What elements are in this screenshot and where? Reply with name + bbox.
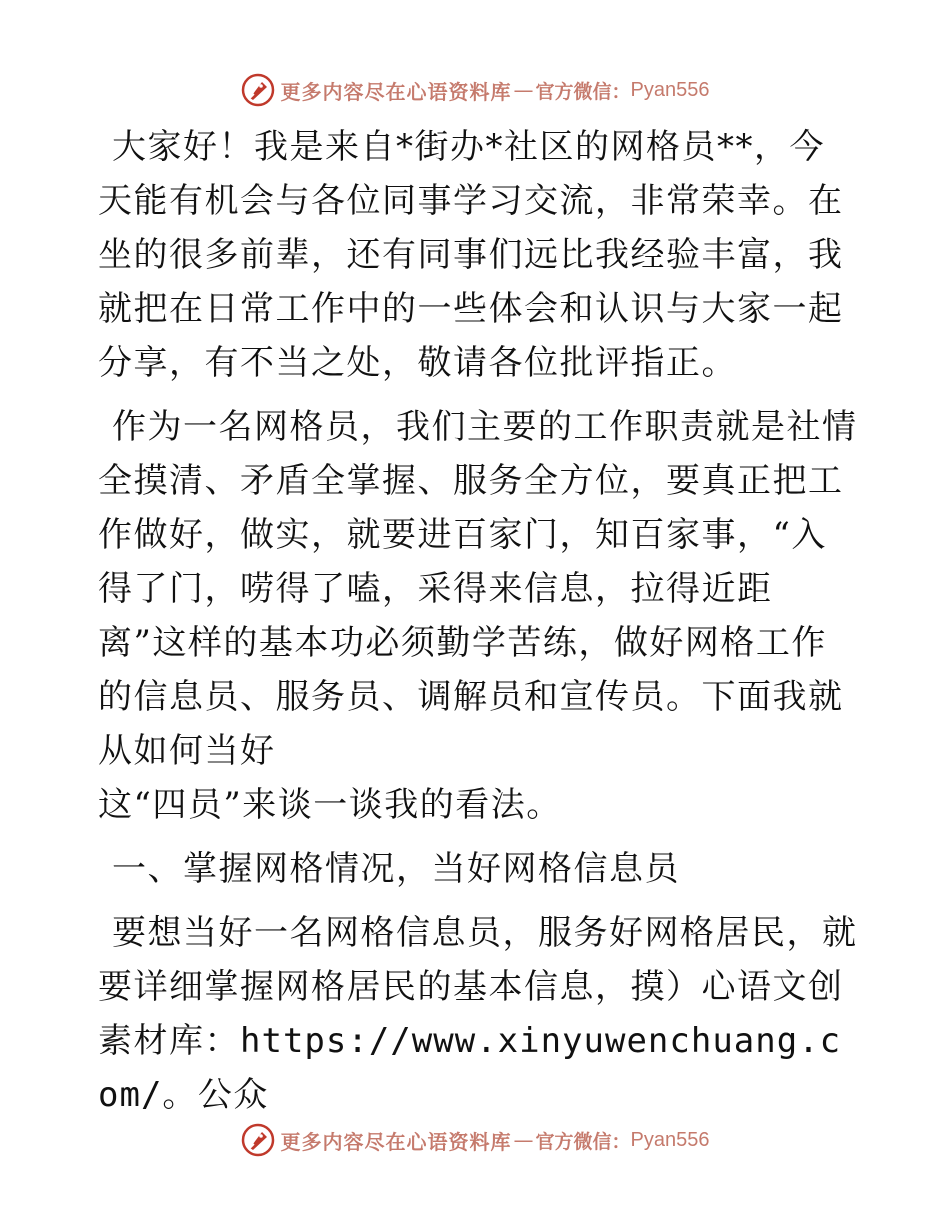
paragraph-duties-main: 作为一名网格员，我们主要的工作职责就是社情全摸清、矛盾全掌握、服务全方位，要真正把工作做好，做实，就要进百家门，知百家事，“入得了门，唠得了嗑，采得来信息，拉得近距离”这样的基本功必须勤学苦练，做好网格工作的信息员、服务员、调解员和宣传员。下面我就从如何当好 (98, 407, 858, 771)
section-heading-1: 一、掌握网格情况，当好网格信息员 (112, 849, 680, 889)
paragraph-info-text: 要想当好一名网格信息员，服务好网格居民，就要详细掌握网格居民的基本信息，摸）心语文创素材库： (98, 913, 858, 1061)
paragraph-duties-end: 这“四员”来谈一谈我的看法。 (98, 785, 562, 825)
footer-wechat-id: Pyan556 (630, 1128, 710, 1151)
paragraph-info-tail: 。公众 (162, 1075, 269, 1115)
pen-nib-logo-icon (241, 73, 275, 107)
footer-separator: — (513, 1128, 534, 1152)
footer-banner (0, 1120, 950, 1160)
footer-slogan: 更多内容尽在心语资料库 (280, 1129, 512, 1154)
header-wechat-id: Pyan556 (630, 78, 710, 101)
pen-nib-logo-icon (241, 1123, 275, 1157)
document-body (98, 120, 858, 1122)
paragraph-info-officer (98, 906, 858, 1122)
header-banner (0, 70, 950, 110)
header-separator: — (513, 78, 534, 102)
paragraph-duties (98, 400, 858, 832)
header-wechat-label: 官方微信： (535, 80, 631, 103)
source-url: https://www.xinyuwenchuang.com/ (98, 1021, 842, 1115)
footer-wechat-label: 官方微信： (535, 1130, 631, 1153)
paragraph-greeting: 大家好！我是来自*街办*社区的网格员**，今天能有机会与各位同事学习交流，非常荣幸。在坐的很多前辈，还有同事们远比我经验丰富，我就把在日常工作中的一些体会和认识与大家一起分享，有不当之处，敬请各位批评指正。 (98, 127, 844, 383)
header-slogan: 更多内容尽在心语资料库 (280, 79, 512, 104)
